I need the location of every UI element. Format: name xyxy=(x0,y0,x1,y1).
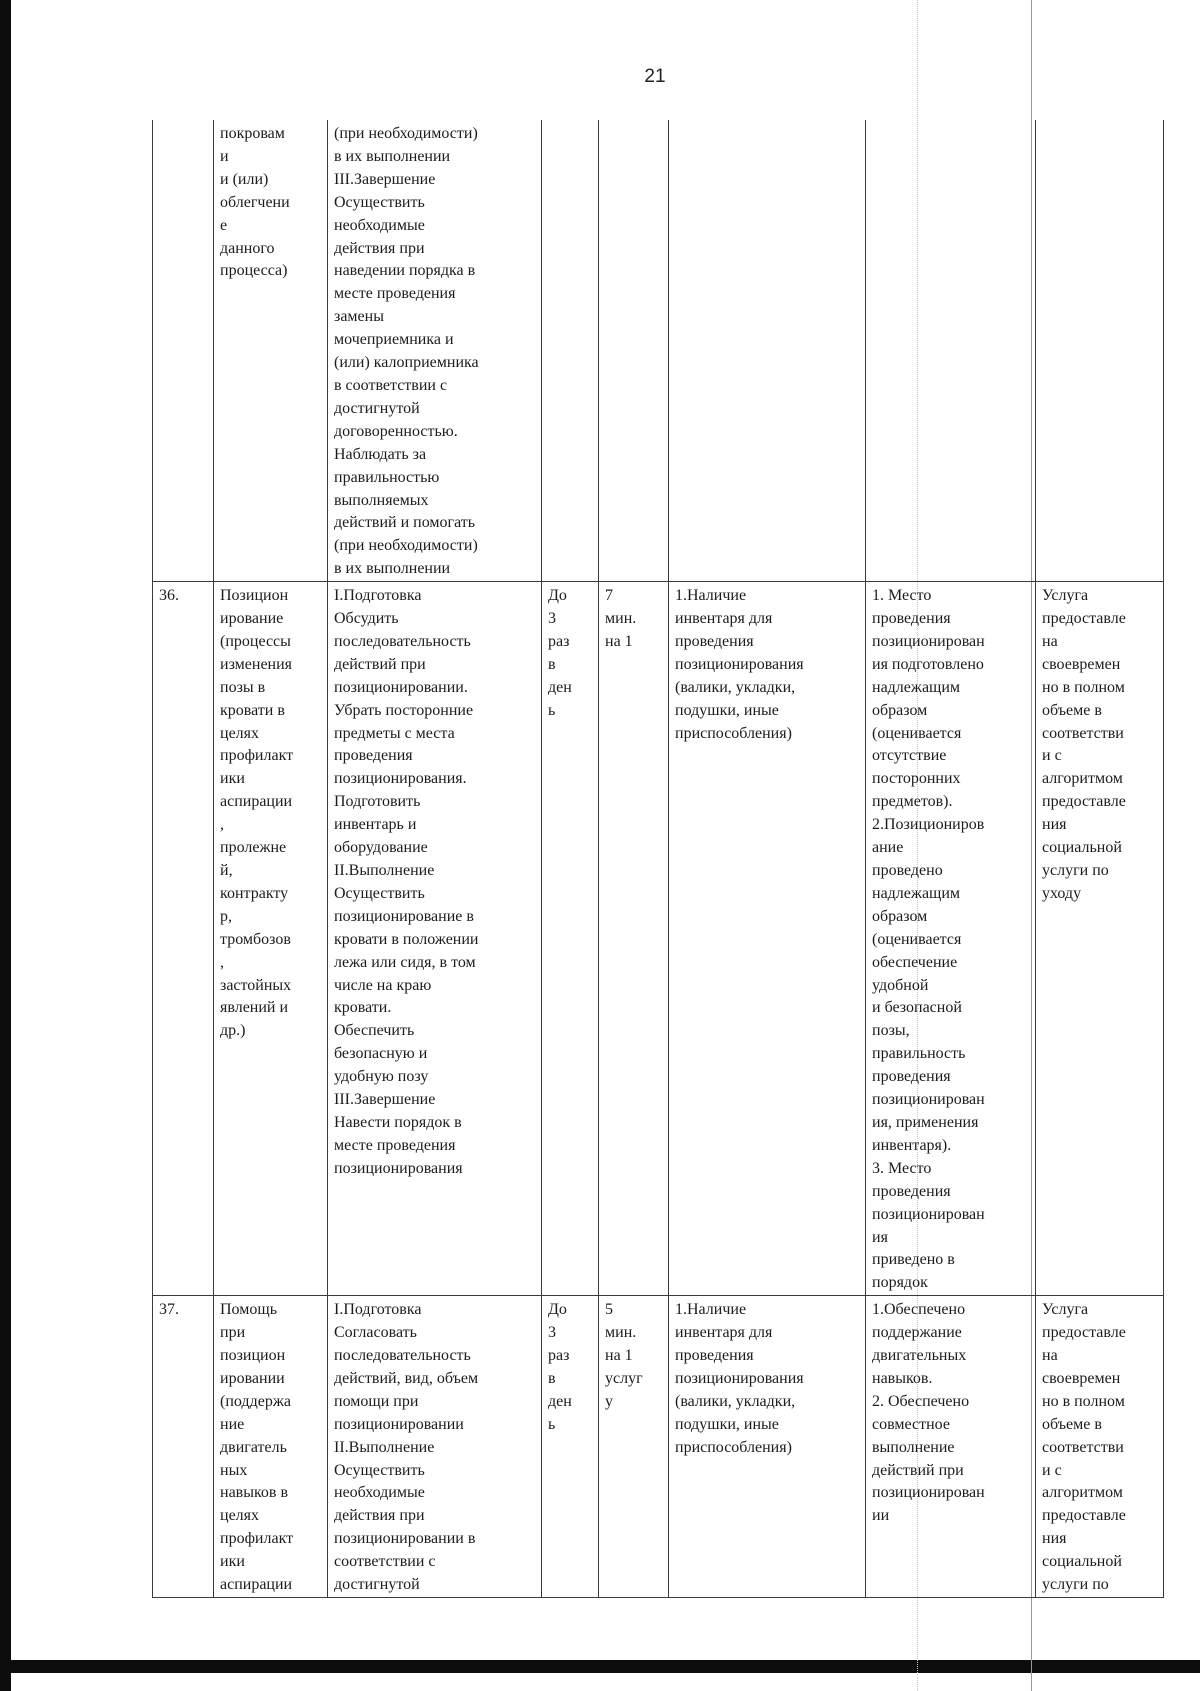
cell-procedure: I.Подготовка Согласовать последовательность действий, вид, объем помощи при позиционировании II.Выполнение Осуществить необходимые действия при позиционировании в соответствии с достигнутой xyxy=(328,1296,542,1598)
cell-number: 37. xyxy=(153,1296,214,1598)
cell-number: 36. xyxy=(153,582,214,1296)
cell-service-name: Помощь при позицион ировании (поддержа ние двигатель ных навыков в целях профилакт ики аспирации xyxy=(214,1296,328,1598)
cell-result-evaluation: Услуга предоставле на своевремен но в полном объеме в соответстви и с алгоритмом предоставле ния социальной услуги по уходу xyxy=(1036,582,1164,1296)
table-row xyxy=(153,1296,1164,1598)
cell-frequency xyxy=(542,120,599,582)
cell-conditions: 1.Наличие инвентаря для проведения позиционирования (валики, укладки, подушки, иные приспособления) xyxy=(669,1296,866,1598)
cell-duration: 5 мин. на 1 услуг у xyxy=(599,1296,669,1598)
cell-number xyxy=(153,120,214,582)
scan-bottom-edge xyxy=(0,1660,1200,1673)
cell-frequency: До 3 раз в ден ь xyxy=(542,1296,599,1598)
cell-result-evaluation: Услуга предоставле на своевремен но в полном объеме в соответстви и с алгоритмом предоставле ния социальной услуги по xyxy=(1036,1296,1164,1598)
services-table xyxy=(152,120,1164,1598)
cell-conditions xyxy=(669,120,866,582)
cell-quality-indicators: 1. Место проведения позиционирован ия подготовлено надлежащим образом (оценивается отсутствие посторонних предметов). 2.Позициониров ание проведено надлежащим образом (оценивается обеспечение удобной и безопасной позы, правильность проведения позиционирован ия, применения инвентаря). 3. Место проведения позиционирован ия приведено в порядок xyxy=(866,582,1036,1296)
page-number: 21 xyxy=(644,66,666,87)
scan-left-edge xyxy=(0,0,11,1691)
cell-frequency: До 3 раз в ден ь xyxy=(542,582,599,1296)
cell-conditions: 1.Наличие инвентаря для проведения позиционирования (валики, укладки, подушки, иные приспособления) xyxy=(669,582,866,1296)
table-row xyxy=(153,120,1164,582)
table-row xyxy=(153,582,1164,1296)
cell-procedure: I.Подготовка Обсудить последовательность действий при позиционировании. Убрать посторонние предметы с места проведения позиционирования. Подготовить инвентарь и оборудование II.Выполнение Осуществить позиционирование в кровати в положении лежа или сидя, в том числе на краю кровати. Обеспечить безопасную и удобную позу III.Завершение Навести порядок в месте проведения позиционирования xyxy=(328,582,542,1296)
cell-result-evaluation xyxy=(1036,120,1164,582)
cell-procedure: (при необходимости) в их выполнении III.Завершение Осуществить необходимые действия при наведении порядка в месте проведения замены мочеприемника и (или) калоприемника в соответствии с достигнутой договоренностью. Наблюдать за правильностью выполняемых действий и помогать (при необходимости) в их выполнении xyxy=(328,120,542,582)
cell-service-name: Позицион ирование (процессы изменения позы в кровати в целях профилакт ики аспирации , пролежне й, контракту р, тромбозов , застойных явлений и др.) xyxy=(214,582,328,1296)
cell-quality-indicators: 1.Обеспечено поддержание двигательных навыков. 2. Обеспечено совместное выполнение действий при позиционирован ии xyxy=(866,1296,1036,1598)
cell-service-name: покровам и и (или) облегчени е данного процесса) xyxy=(214,120,328,582)
cell-duration xyxy=(599,120,669,582)
cell-quality-indicators xyxy=(866,120,1036,582)
cell-duration: 7 мин. на 1 xyxy=(599,582,669,1296)
